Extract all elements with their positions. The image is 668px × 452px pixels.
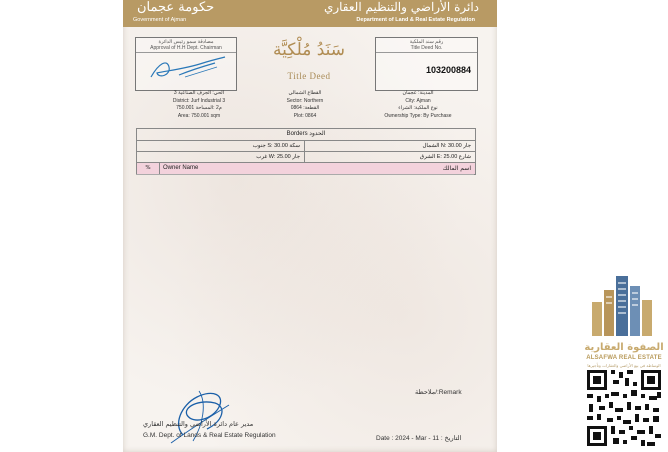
approval-label-english: Approval of H.H Dept. Chairman (150, 45, 222, 51)
deed-title-arabic: سَنَدُ مُلْكِيَّة (272, 40, 346, 60)
area-arabic: 750.001 م2 :المساحة (176, 105, 222, 112)
chairman-signature (145, 53, 235, 85)
ownership-percent-label: % (137, 163, 160, 174)
logo-tagline: الوساطة في بيع الأراضي والعقارات وتأجيرها (587, 363, 661, 368)
plot-arabic: 0864 :القطعة (290, 105, 320, 112)
deed-number-box-divider (376, 52, 477, 53)
district-english: District: Jurf Industrial 3 (172, 97, 226, 104)
city-ownership-info (373, 90, 463, 120)
borders-header: Borders الحدود (137, 129, 475, 141)
ownership-type-arabic: نوع الملكية: الشراء (398, 105, 438, 112)
district-area-info (159, 90, 239, 120)
area-english: Area: 750.001 sqm (177, 112, 221, 119)
logo-name-arabic: الصفوة العقارية (584, 342, 664, 353)
owner-name-label-arabic: اسم المالك (442, 165, 471, 172)
plot-english: Plot: 0864 (293, 112, 317, 119)
title-deed-number-box (375, 37, 478, 91)
deed-number-value: 103200884 (425, 65, 471, 75)
sector-plot-info (273, 90, 337, 120)
deed-number-label-arabic: رقم سند الملكية (409, 39, 444, 45)
department-name-arabic: دائرة الأراضي والتنظيم العقاري (323, 0, 479, 14)
city-arabic: المدينة: عجمان (402, 90, 434, 96)
deed-number-label-english: Title Deed No. (410, 45, 443, 51)
approval-label-arabic: مصادقة سمو رئيس الدائرة (158, 39, 214, 45)
general-manager-title-arabic: مدير عام دائرة الأراضي والتنظيم العقاري (143, 420, 254, 428)
south-border: جنوب S: سكة 30.00 (137, 141, 305, 151)
alsafwa-logo-panel (580, 272, 668, 452)
east-border: الشرق E: شارع 25.00 (419, 154, 471, 160)
building-logo-icon (580, 272, 668, 342)
issue-date: Date : 2024 - Mar - 11 : التاريخ (376, 435, 462, 442)
city-english: City: Ajman (405, 97, 431, 104)
sector-english: Sector: Northern (286, 97, 324, 104)
north-border: الشمال N: جار 30.00 (422, 143, 471, 149)
government-name-arabic: حكومة عجمان (137, 0, 215, 15)
qr-code-icon (585, 368, 663, 448)
ownership-type-english: Ownership Type: By Purchase (384, 112, 452, 119)
district-arabic: الحي: الجرف الصناعية 3 (173, 90, 225, 96)
owner-name-label-english: Owner Name (163, 165, 199, 171)
deed-header-band (123, 0, 497, 27)
owner-table-rule (136, 174, 474, 175)
borders-row (137, 141, 475, 152)
remark-label: ملاحظة/:Remark (415, 389, 462, 396)
west-border: غرب W: جار 25.00 (137, 152, 305, 162)
title-deed-document (123, 0, 497, 452)
logo-name-english: ALSAFWA REAL ESTATE (586, 355, 662, 361)
borders-row (137, 152, 475, 162)
department-name-english: Department of Land & Real Estate Regulation (356, 17, 475, 23)
government-name-english: Government of Ajman (133, 17, 187, 23)
general-manager-title-english: G.M. Dept. of Lands & Real Estate Regulation (143, 432, 276, 439)
borders-table (136, 128, 476, 163)
deed-title-english: Title Deed (287, 71, 331, 81)
scan-margin (0, 0, 123, 452)
sector-arabic: القطاع الشمالي (288, 90, 322, 96)
